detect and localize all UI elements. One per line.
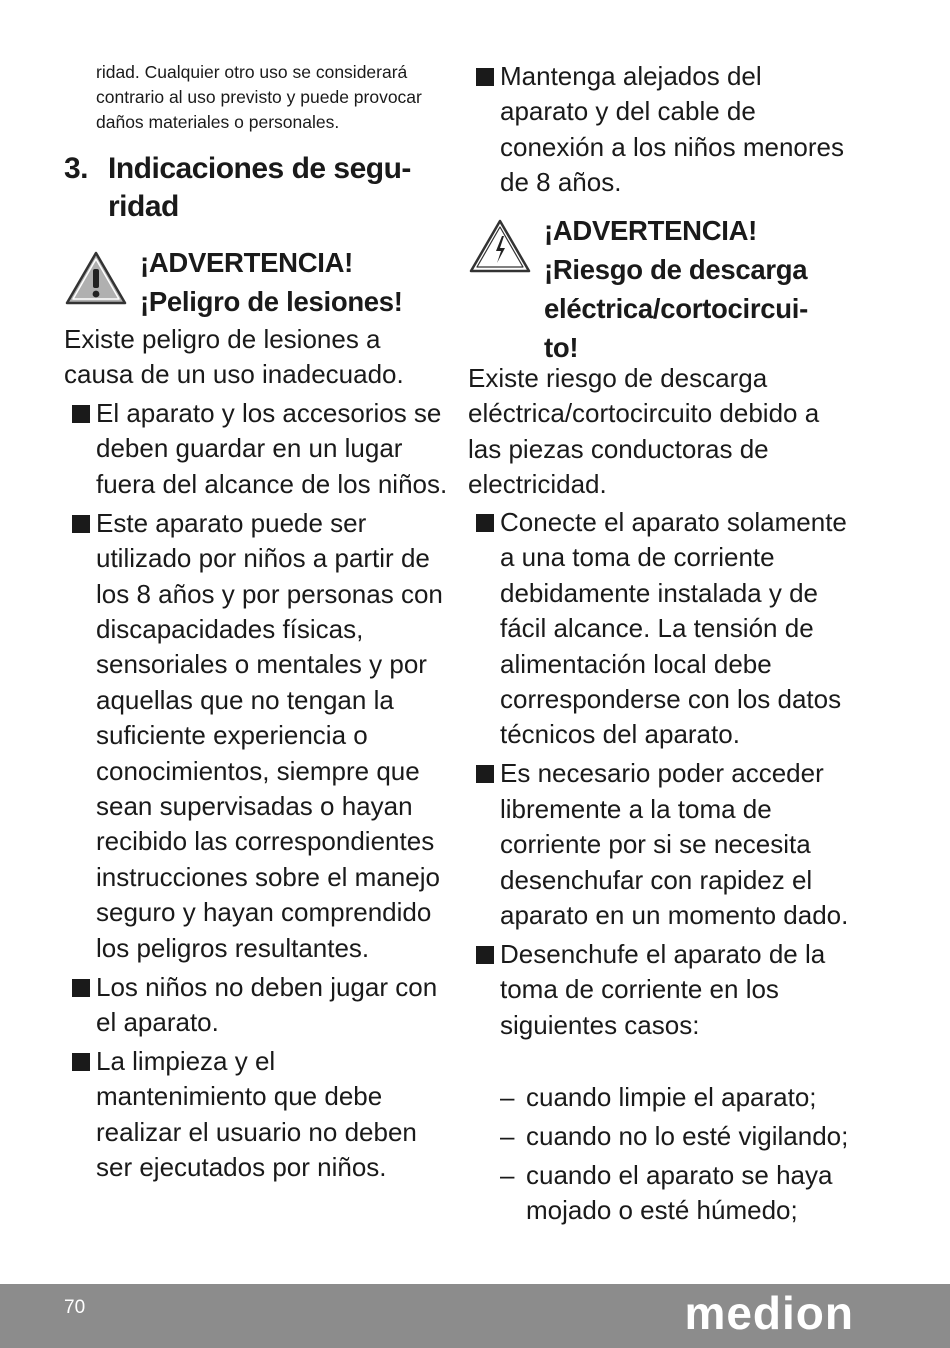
page-number: 70	[64, 1297, 86, 1318]
warning-electric-title	[544, 211, 808, 367]
list-item: Desenchufe el aparato de la toma de corriente en los siguientes casos:	[468, 937, 856, 1043]
page-footer	[0, 1284, 950, 1348]
section-title	[108, 150, 438, 226]
right-top-bullet-list	[468, 59, 848, 204]
list-item: Es necesario poder acceder libremente a la toma de corriente por si se necesita desenchufar con rapidez el aparato en un momento dado.	[468, 756, 856, 933]
warning-injury-body: Existe peligro de lesiones a causa de un uso inadecuado.	[64, 324, 404, 390]
bullet-square-icon	[476, 68, 494, 86]
intro-paragraph: ridad. Cualquier otro uso se considerará contrario al uso previsto y puede provocar daños materiales o personales.	[96, 62, 422, 132]
list-item: Los niños no deben jugar con el aparato.	[64, 970, 450, 1041]
bullet-square-icon	[72, 1053, 90, 1071]
electric-shock-triangle-icon	[468, 218, 532, 274]
section-title-line1: Indicaciones de segu-	[108, 152, 411, 185]
section-title-line2: ridad	[108, 190, 179, 223]
list-item: La limpieza y el mantenimiento que debe realizar el usuario no deben ser ejecutados por niños.	[64, 1044, 450, 1186]
warning-injury-line1: ¡ADVERTENCIA!	[140, 247, 354, 278]
bullet-square-icon	[72, 979, 90, 997]
bullet-square-icon	[72, 515, 90, 533]
dash-list-item: – cuando no lo esté vigilando;	[500, 1120, 849, 1151]
bullet-square-icon	[476, 514, 494, 532]
bullet-square-icon	[72, 405, 90, 423]
warning-electric-bullets	[468, 505, 856, 1047]
bullet-square-icon	[476, 765, 494, 783]
list-item: Este aparato puede ser utilizado por niños a partir de los 8 años y por personas con discapacidades físicas, sensoriales o mentales y por aquellas que no tengan la suficiente experiencia o conocimientos, siempre que sean supervisadas o hayan recibido las correspondientes instrucciones sobre el manejo seguro y hayan comprendido los peligros resultantes.	[64, 506, 450, 966]
warning-injury-title	[140, 243, 403, 321]
list-item: Conecte el aparato solamente a una toma de corriente debidamente instalada y de fácil alcance. La tensión de alimentación local debe corresponderse con los datos técnicos del aparato.	[468, 505, 856, 753]
warning-electric-line4: to!	[544, 332, 579, 363]
bullet-square-icon	[476, 946, 494, 964]
warning-electric-line2: ¡Riesgo de descarga	[544, 254, 808, 285]
brand-logo: medion	[684, 1287, 854, 1339]
warning-electric-body: Existe riesgo de descarga eléctrica/cortocircuito debido a las piezas conductoras de electricidad.	[468, 363, 820, 500]
section-number: 3.	[64, 152, 89, 185]
list-item: El aparato y los accesorios se deben guardar en un lugar fuera del alcance de los niños.	[64, 396, 450, 502]
warning-electric-line3: eléctrica/cortocircui-	[544, 293, 808, 324]
dash-list-item: – cuando el aparato se haya mojado o esté húmedo;	[500, 1159, 833, 1226]
warning-triangle-icon	[64, 250, 128, 306]
warning-injury-line2: ¡Peligro de lesiones!	[140, 286, 403, 317]
list-item: Mantenga alejados del aparato y del cable de conexión a los niños menores de 8 años.	[468, 59, 848, 201]
dash-list-item: – cuando limpie el aparato;	[500, 1082, 817, 1112]
warning-injury-bullets	[64, 396, 450, 1189]
warning-electric-line1: ¡ADVERTENCIA!	[544, 215, 758, 246]
warning-electric-dash-list	[468, 1080, 856, 1232]
